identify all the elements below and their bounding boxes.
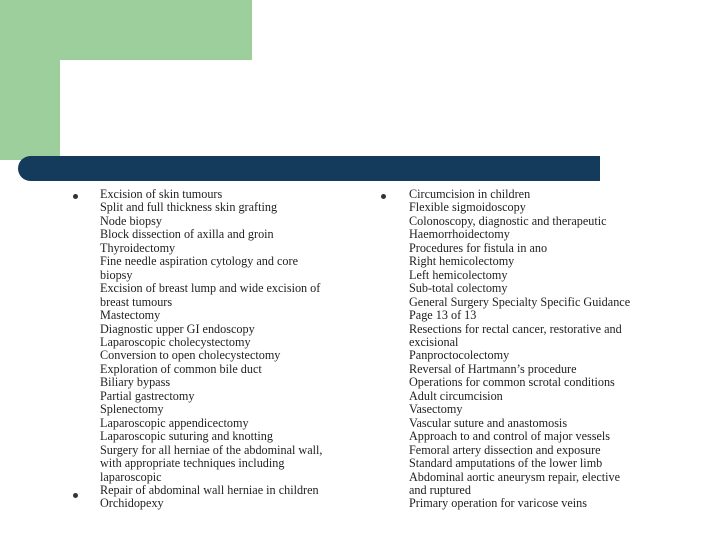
procedure-line: Left hemicolectomy [409, 267, 508, 282]
procedure-line: Haemorrhoidectomy [409, 227, 510, 242]
procedure-line: Laparoscopic appendicectomy [100, 415, 249, 430]
procedure-line: Reversal of Hartmann’s procedure [409, 361, 577, 376]
procedure-line: Repair of abdominal wall herniae in children [100, 482, 319, 497]
procedure-line: Surgery for all herniae of the abdominal wall, [100, 442, 323, 457]
bullet-icon [381, 194, 386, 199]
bullet-icon [73, 493, 78, 498]
procedure-line: Block dissection of axilla and groin [100, 227, 274, 242]
procedure-line: Vascular suture and anastomosis [409, 415, 568, 430]
procedure-line: Operations for common scrotal conditions [409, 375, 615, 390]
right-procedure-list [409, 188, 671, 511]
procedure-line: Standard amputations of the lower limb [409, 456, 603, 471]
procedure-line: Split and full thickness skin grafting [100, 200, 278, 215]
procedure-line: with appropriate techniques including [100, 456, 285, 471]
procedure-line: Orchidopexy [100, 496, 164, 511]
procedure-line: Flexible sigmoidoscopy [409, 200, 526, 215]
procedure-line: Procedures for fistula in ano [409, 240, 548, 255]
procedure-line: Vasectomy [409, 402, 463, 417]
procedure-line: and ruptured [409, 482, 471, 497]
procedure-line: Colonoscopy, diagnostic and therapeutic [409, 213, 607, 228]
procedure-line: Primary operation for varicose veins [409, 496, 588, 511]
procedure-line: Fine needle aspiration cytology and core [100, 254, 298, 269]
procedure-line: Excision of skin tumours [100, 187, 223, 201]
procedure-line: Exploration of common bile duct [100, 361, 262, 376]
procedure-line: Page 13 of 13 [409, 308, 477, 323]
content-area-rounded-corner [60, 60, 120, 120]
procedure-line: Approach to and control of major vessels [409, 429, 611, 444]
procedure-line: Partial gastrectomy [100, 388, 195, 403]
procedure-line: Resections for rectal cancer, restorative and [409, 321, 622, 336]
procedure-line: Right hemicolectomy [409, 254, 515, 269]
procedure-line: Node biopsy [100, 213, 162, 228]
procedure-line: Panproctocolectomy [409, 348, 510, 363]
procedure-line: Laparoscopic suturing and knotting [100, 429, 273, 444]
procedure-line: Laparoscopic cholecystectomy [100, 334, 251, 349]
procedure-line: Femoral artery dissection and exposure [409, 442, 601, 457]
procedure-line: Splenectomy [100, 402, 164, 417]
procedure-line: Biliary bypass [100, 375, 171, 390]
procedure-line: biopsy [100, 267, 133, 282]
procedure-line: breast tumours [100, 294, 173, 309]
procedure-line: Adult circumcision [409, 388, 503, 403]
procedure-line: Abdominal aortic aneurysm repair, elective [409, 469, 621, 484]
procedure-line: Thyroidectomy [100, 240, 176, 255]
procedure-line: Conversion to open cholecystectomy [100, 348, 281, 363]
procedure-line: Mastectomy [100, 308, 161, 323]
procedure-line: General Surgery Specialty Specific Guidance [409, 294, 631, 309]
left-procedure-list [100, 188, 362, 511]
bullet-icon [73, 194, 78, 199]
procedure-line: Excision of breast lump and wide excision of [100, 281, 321, 296]
procedure-line: Circumcision in children [409, 187, 531, 201]
procedure-line: excisional [409, 334, 459, 349]
green-side-strip [0, 0, 60, 160]
procedure-line: laparoscopic [100, 469, 162, 484]
title-bar [18, 156, 600, 181]
procedure-line: Sub-total colectomy [409, 281, 508, 296]
procedure-line: Diagnostic upper GI endoscopy [100, 321, 255, 336]
